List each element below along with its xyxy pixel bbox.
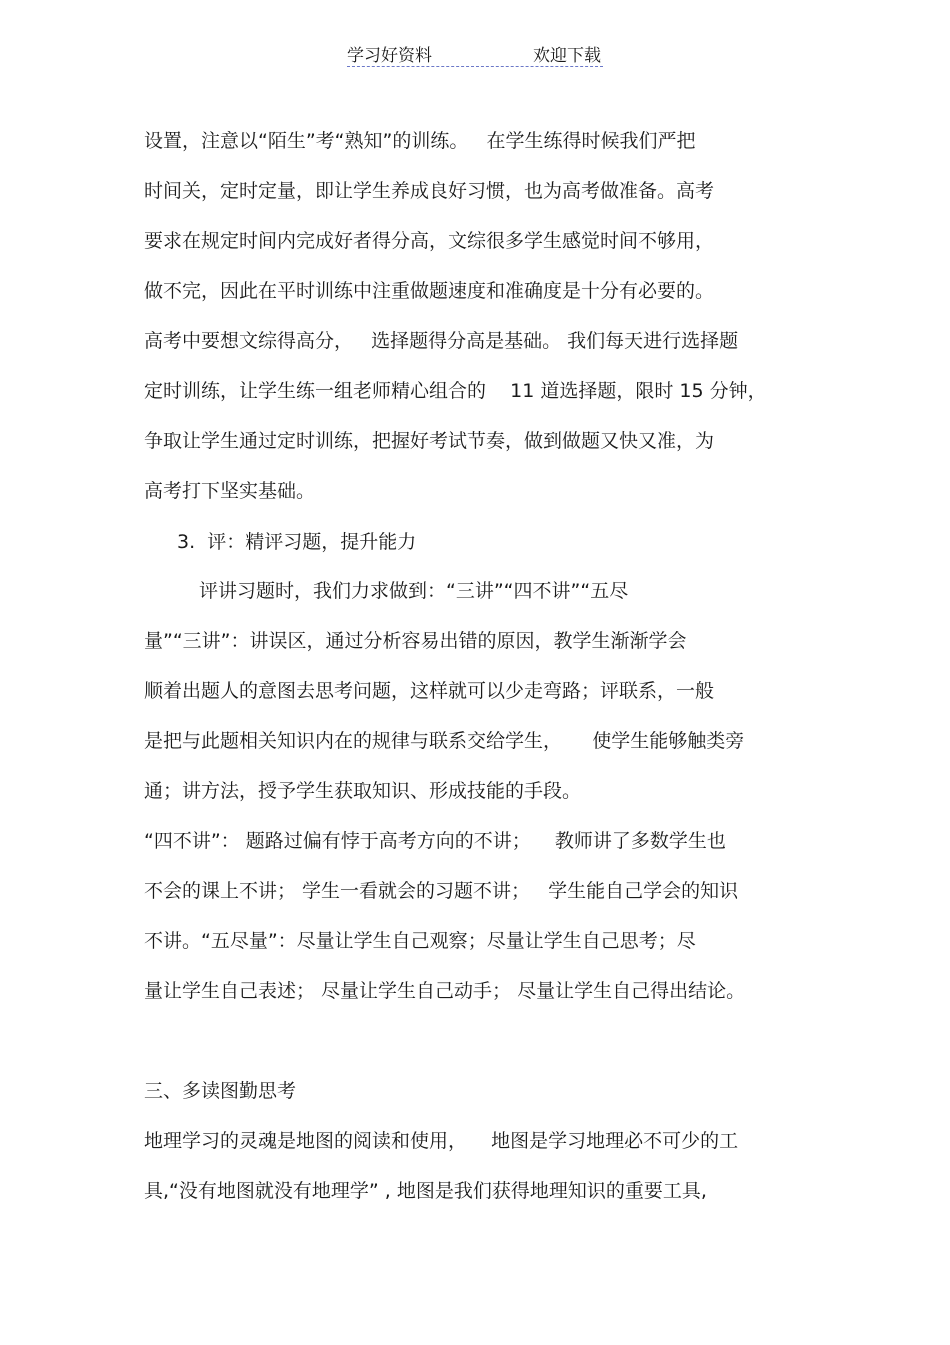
section-heading: 三、多读图勤思考 <box>144 1080 297 1102</box>
paragraph-line: 是把与此题相关知识内在的规律与联系交给学生， 使学生能够触类旁 <box>144 730 745 752</box>
paragraph-line: 地理学习的灵魂是地图的阅读和使用， 地图是学习地理必不可少的工 <box>144 1130 739 1152</box>
section-heading: 3. 评：精评习题，提升能力 <box>177 531 417 553</box>
header-right-text: 欢迎下载 <box>533 46 601 66</box>
paragraph-line: 顺着出题人的意图去思考问题，这样就可以少走弯路；评联系，一般 <box>144 680 715 702</box>
paragraph-line: 要求在规定时间内完成好者得分高，文综很多学生感觉时间不够用， <box>144 230 715 252</box>
paragraph-line: 高考打下坚实基础。 <box>144 480 316 502</box>
paragraph-line: 高考中要想文综得高分， 选择题得分高是基础。 我们每天进行选择题 <box>144 330 739 352</box>
paragraph-line: 设置，注意以“陌生”考“熟知”的训练。 在学生练得时候我们严把 <box>144 130 696 152</box>
paragraph-line: 定时训练，让学生练一组老师精心组合的 11 道选择题，限时 15 分钟， <box>144 380 767 402</box>
paragraph-line: 时间关，定时定量，即让学生养成良好习惯，也为高考做准备。高考 <box>144 180 715 202</box>
paragraph-line: 评讲习题时，我们力求做到：“三讲”“四不讲”“五尽 <box>199 580 629 602</box>
paragraph-line: “四不讲”： 题路过偏有悖于高考方向的不讲； 教师讲了多数学生也 <box>144 830 726 852</box>
paragraph-line: 争取让学生通过定时训练，把握好考试节奏，做到做题又快又准，为 <box>144 430 715 452</box>
paragraph-line: 通；讲方法，授予学生获取知识、形成技能的手段。 <box>144 780 582 802</box>
paragraph-line: 量让学生自己表述； 尽量让学生自己动手； 尽量让学生自己得出结论。 <box>144 980 746 1002</box>
header-left-text: 学习好资料 <box>347 46 432 66</box>
paragraph-line: 具,“没有地图就没有地理学” , 地图是我们获得地理知识的重要工具, <box>144 1180 707 1202</box>
paragraph-line: 不会的课上不讲； 学生一看就会的习题不讲； 学生能自己学会的知识 <box>144 880 739 902</box>
paragraph-line: 量”“三讲”：讲误区，通过分析容易出错的原因，教学生渐渐学会 <box>144 630 687 652</box>
paragraph-line: 不讲。“五尽量”：尽量让学生自己观察；尽量让学生自己思考；尽 <box>144 930 696 952</box>
paragraph-line: 做不完，因此在平时训练中注重做题速度和准确度是十分有必要的。 <box>144 280 715 302</box>
